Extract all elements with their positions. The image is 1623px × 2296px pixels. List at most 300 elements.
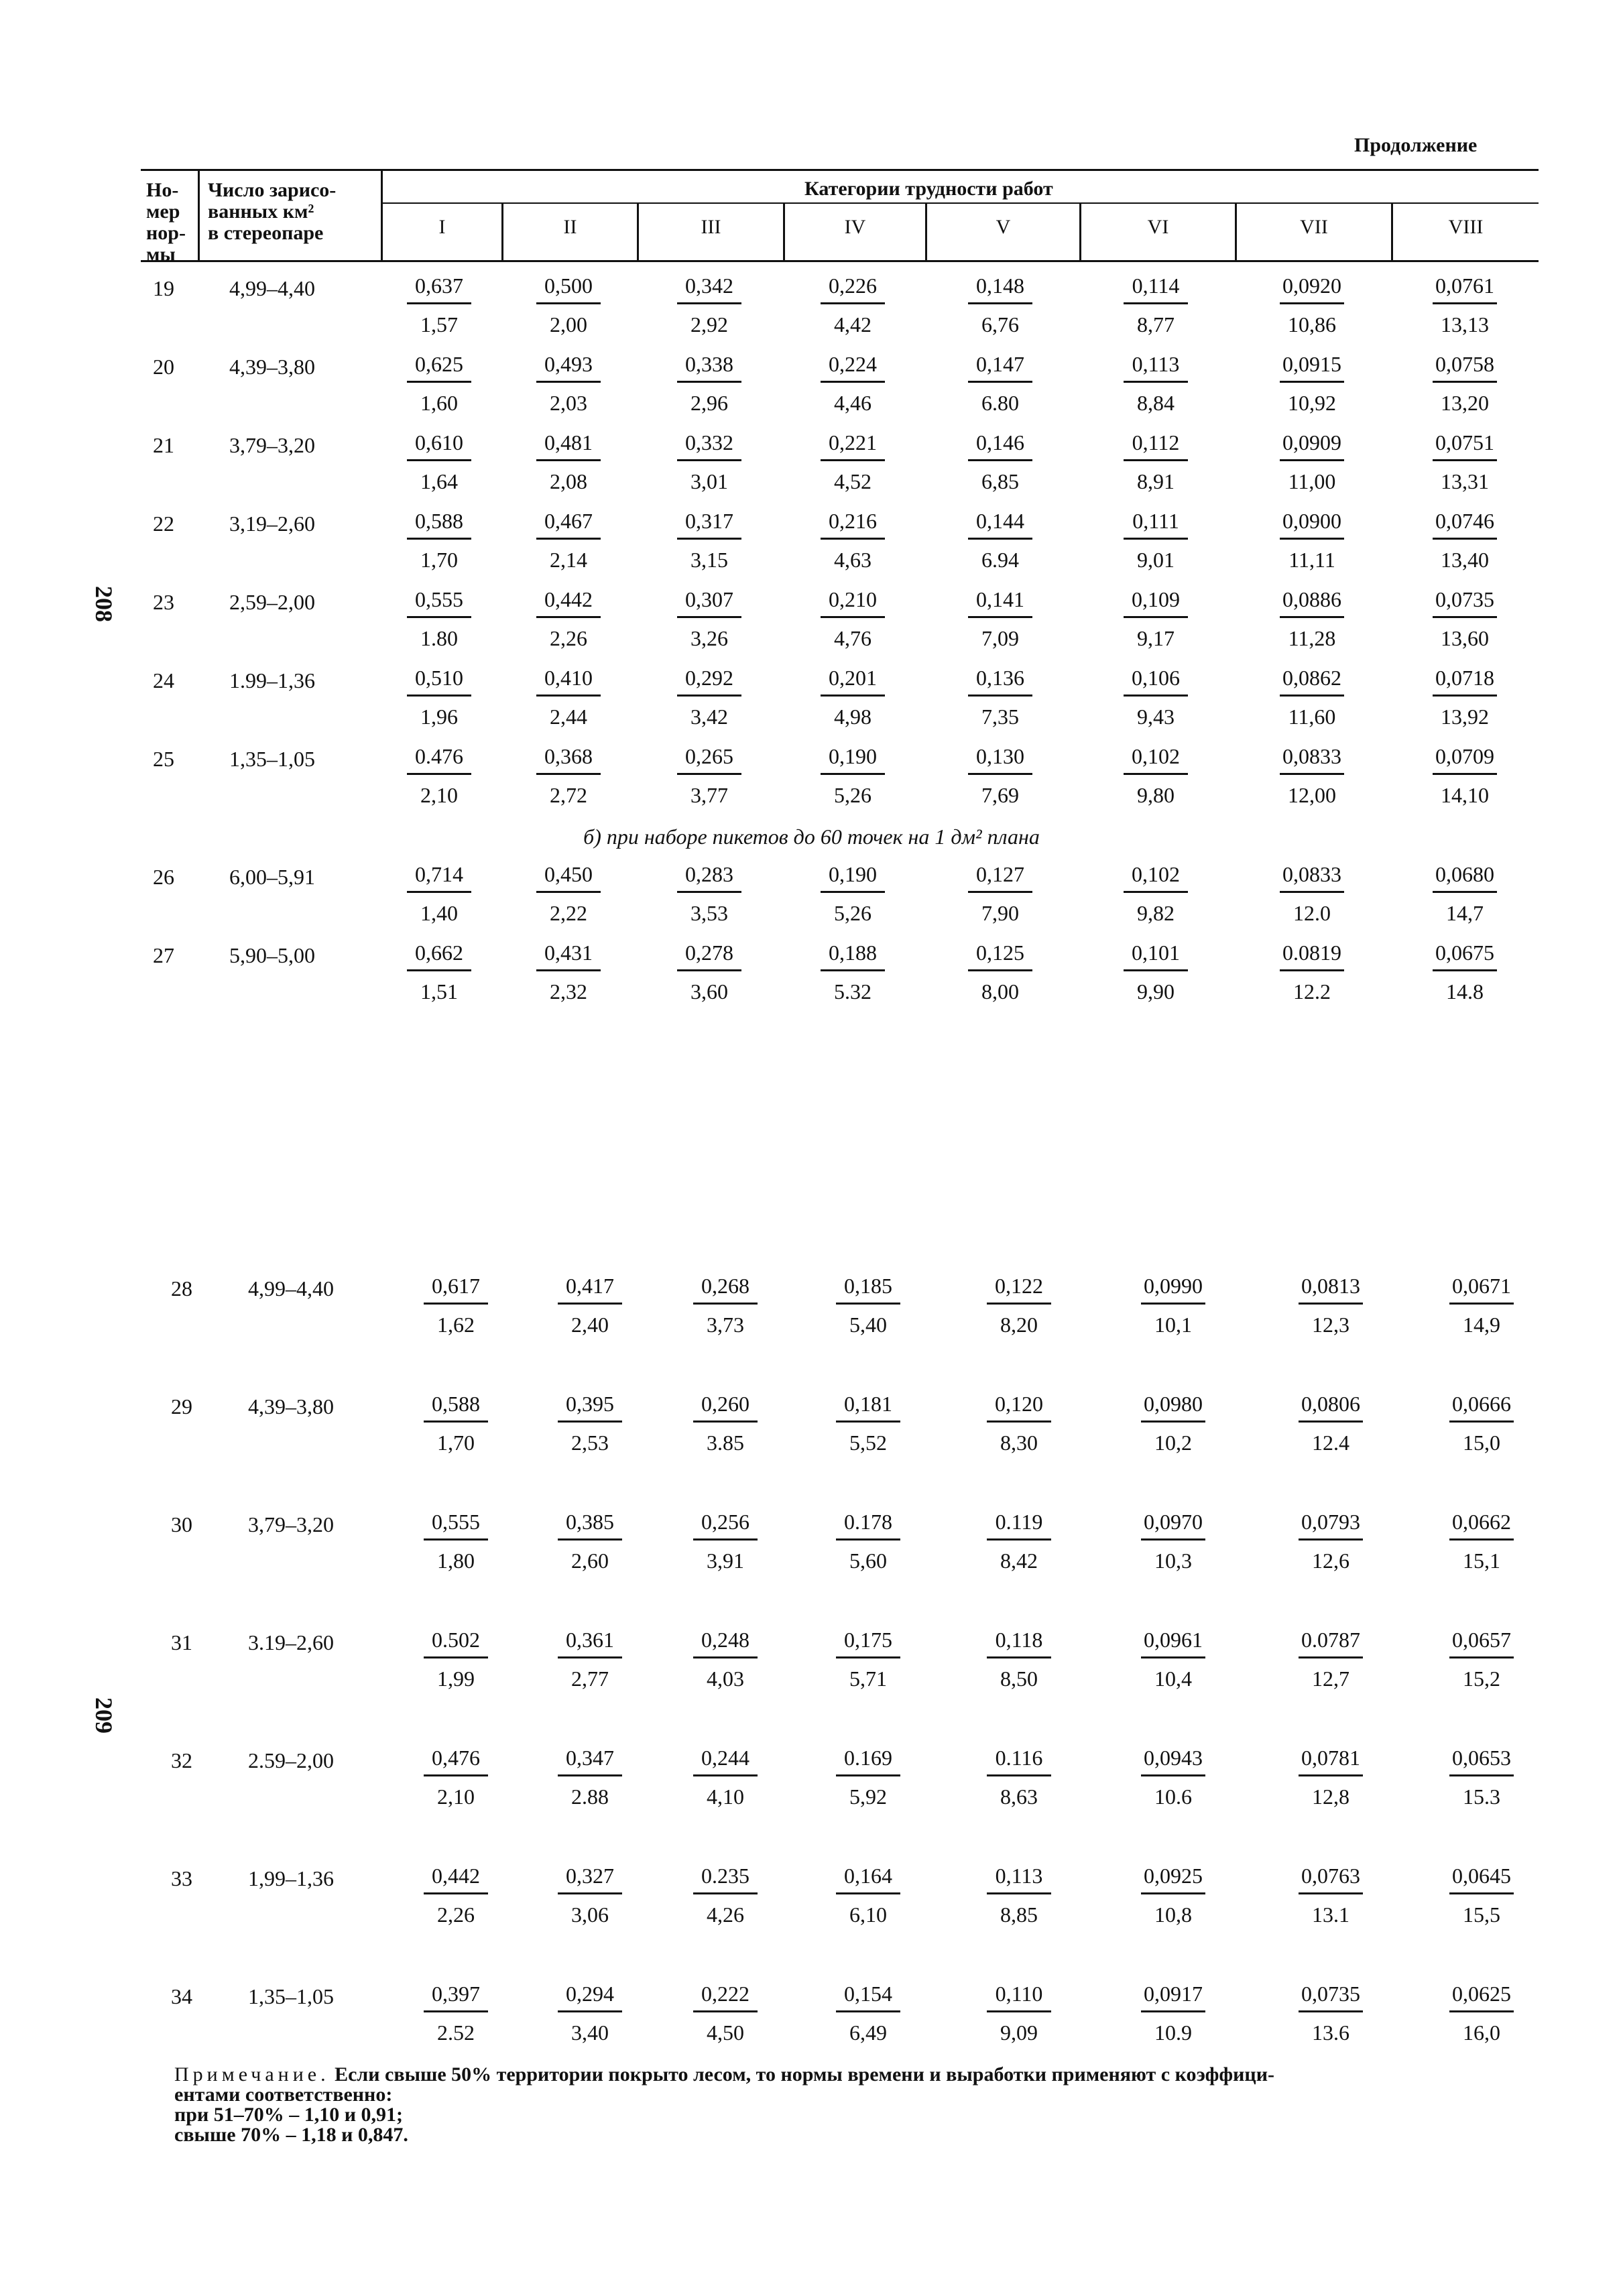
value-cell [1112,666,1199,729]
time-norm-value: 0,190 [829,744,877,768]
output-norm-value: 2,53 [571,1431,609,1455]
value-cell [1287,1510,1374,1573]
value-cell [412,1982,499,2045]
value-cell [825,1864,912,1927]
value-cell [682,1746,769,1809]
time-norm-value: 0,147 [976,352,1024,376]
output-norm-value: 8,84 [1137,391,1175,415]
value-cell [1421,862,1508,926]
value-cell [1130,1510,1217,1573]
value-cell [525,352,612,416]
time-norm-value: 0,136 [976,666,1024,690]
output-norm-value: 16,0 [1463,2020,1500,2045]
time-norm-value: 0,0746 [1435,509,1494,533]
output-norm-value: 2,32 [550,979,587,1004]
time-norm-value: 0,268 [701,1274,749,1298]
value-cell [957,430,1044,494]
value-cell [666,666,753,729]
output-norm-value: 14.8 [1446,979,1484,1004]
output-norm-value: 2,08 [550,469,587,493]
value-cell [1130,1274,1217,1337]
output-norm-value: 6,85 [981,469,1019,493]
value-cell [1112,509,1199,572]
value-cell [1112,430,1199,494]
output-norm-value: 14,9 [1463,1313,1500,1337]
output-norm-value: 8,77 [1137,312,1175,337]
value-cell [975,1274,1063,1337]
output-norm-value: 5,40 [849,1313,887,1337]
time-norm-value: 0,0980 [1144,1392,1203,1416]
output-norm-value: 7,69 [981,783,1019,807]
output-norm-value: 12,7 [1312,1667,1349,1691]
output-norm-value: 15.3 [1463,1785,1500,1809]
value-cell [1421,509,1508,572]
output-norm-value: 12,8 [1312,1785,1349,1809]
time-norm-value: 0,0920 [1282,274,1341,298]
output-norm-value: 11,11 [1288,548,1335,572]
value-cell [809,352,896,416]
time-norm-value: 0,113 [995,1864,1043,1888]
output-norm-value: 1,99 [437,1667,475,1691]
col-number-header: Но- мер нор- мы [146,179,186,265]
value-cell [957,587,1044,651]
output-norm-value: 2,44 [550,705,587,729]
time-norm-value: 0,368 [544,744,593,768]
time-norm-value: 0,0653 [1452,1746,1511,1770]
value-cell [1287,1746,1374,1809]
value-cell [682,1392,769,1455]
time-norm-value: 0,265 [685,744,733,768]
value-cell [809,587,896,651]
value-cell [1438,1628,1525,1691]
time-norm-value: 0,0680 [1435,862,1494,886]
value-cell [1421,941,1508,1004]
output-norm-value: 12,00 [1288,783,1336,807]
value-cell [809,862,896,926]
time-norm-value: 0,714 [415,862,463,886]
output-norm-value: 4,26 [707,1902,744,1927]
row-number: 30 [171,1512,192,1536]
row-number: 29 [171,1394,192,1418]
output-norm-value: 13.6 [1312,2020,1349,2045]
output-norm-value: 2,40 [571,1313,609,1337]
output-norm-value: 2,92 [690,312,728,337]
output-norm-value: 9,43 [1137,705,1175,729]
value-cell [957,862,1044,926]
output-norm-value: 2.88 [571,1785,609,1809]
time-norm-value: 0,226 [829,274,877,298]
row-number: 34 [171,1984,192,2008]
time-norm-value: 0,0657 [1452,1628,1511,1652]
time-norm-value: 0,106 [1132,666,1180,690]
time-norm-value: 0,278 [685,941,733,965]
output-norm-value: 4,03 [707,1667,744,1691]
output-norm-value: 7,35 [981,705,1019,729]
time-norm-value: 0,332 [685,430,733,455]
output-norm-value: 3,06 [571,1902,609,1927]
note-line: свыше 70% – 1,18 и 0,847. [174,2124,408,2146]
value-cell [525,666,612,729]
time-norm-value: 0,0718 [1435,666,1494,690]
time-norm-value: 0,181 [844,1392,892,1416]
value-cell [396,862,483,926]
time-norm-value: 0,0793 [1301,1510,1360,1534]
time-norm-value: 0,0833 [1282,862,1341,886]
row-range: 3,19–2,60 [229,511,315,536]
output-norm-value: 13,13 [1441,312,1489,337]
value-cell [1421,352,1508,416]
value-cell [1438,1510,1525,1573]
time-norm-value: 0,342 [685,274,733,298]
output-norm-value: 12.4 [1312,1431,1349,1455]
output-norm-value: 10,3 [1154,1549,1192,1573]
page-number: 209 [91,1697,117,1734]
value-cell [396,941,483,1004]
time-norm-value: 0,510 [415,666,463,690]
row-range: 3.19–2,60 [248,1630,334,1654]
value-cell [682,1628,769,1691]
time-norm-value: 0.235 [701,1864,749,1888]
value-cell [666,430,753,494]
time-norm-value: 0.0819 [1282,941,1341,965]
row-number: 33 [171,1866,192,1890]
value-cell [1268,352,1356,416]
output-norm-value: 3,91 [707,1549,744,1573]
time-norm-value: 0,442 [544,587,593,611]
note-line: Если свыше 50% территории покрыто лесом, то нормы времени и выработки применяют с коэффици- [335,2063,1274,2086]
time-norm-value: 0,190 [829,862,877,886]
value-cell [1112,941,1199,1004]
value-cell [1130,1982,1217,2045]
value-cell [396,509,483,572]
time-norm-value: 0,256 [701,1510,749,1534]
value-cell [525,744,612,808]
output-norm-value: 1.80 [420,626,458,650]
output-norm-value: 2,72 [550,783,587,807]
value-cell [809,744,896,808]
value-cell [1268,941,1356,1004]
value-cell [809,509,896,572]
time-norm-value: 0,294 [566,1982,614,2006]
output-norm-value: 6.94 [981,548,1019,572]
time-norm-value: 0,450 [544,862,593,886]
time-norm-value: 0,397 [432,1982,480,2006]
time-norm-value: 0,127 [976,862,1024,886]
output-norm-value: 2,03 [550,391,587,415]
output-norm-value: 1,57 [420,312,458,337]
value-cell [1268,862,1356,926]
row-number: 19 [153,276,174,300]
continuation-label: Продолжение [1354,134,1478,156]
output-norm-value: 4,52 [834,469,871,493]
time-norm-value: 0,114 [1132,274,1180,298]
output-norm-value: 2,96 [690,391,728,415]
value-cell [1130,1746,1217,1809]
row-number: 23 [153,590,174,614]
time-norm-value: 0,347 [566,1746,614,1770]
time-norm-value: 0,113 [1132,352,1180,376]
value-cell [1268,666,1356,729]
output-norm-value: 4,50 [707,2020,744,2045]
header-bottom-rule [141,260,1539,262]
value-cell [525,509,612,572]
row-range: 1.99–1,36 [229,668,315,692]
time-norm-value: 0,144 [976,509,1024,533]
value-cell [1287,1274,1374,1337]
row-range: 4,39–3,80 [248,1394,334,1418]
output-norm-value: 6.80 [981,391,1019,415]
value-cell [1287,1864,1374,1927]
value-cell [546,1628,634,1691]
time-norm-value: 0,0925 [1144,1864,1203,1888]
time-norm-value: 0,637 [415,274,463,298]
subheading-b: б) при наборе пикетов до 60 точек на 1 дм² плана [583,825,1040,849]
row-range: 4,99–4,40 [248,1276,334,1301]
time-norm-value: 0,0751 [1435,430,1494,455]
time-norm-value: 0,442 [432,1864,480,1888]
output-norm-value: 3,26 [690,626,728,650]
footnote [174,2065,1528,2145]
output-norm-value: 8,20 [1000,1313,1038,1337]
output-norm-value: 1,51 [420,979,458,1004]
time-norm-value: 0,617 [432,1274,480,1298]
time-norm-value: 0,476 [432,1746,480,1770]
value-cell [666,941,753,1004]
time-norm-value: 0,0781 [1301,1746,1360,1770]
output-norm-value: 5,92 [849,1785,887,1809]
time-norm-value: 0,361 [566,1628,614,1652]
output-norm-value: 4,46 [834,391,871,415]
row-range: 1,35–1,05 [248,1984,334,2008]
output-norm-value: 5,26 [834,783,871,807]
time-norm-value: 0,410 [544,666,593,690]
time-norm-value: 0,0735 [1435,587,1494,611]
value-cell [809,666,896,729]
col-count-header: Число зарисо- ванных км² в стереопаре [208,179,337,244]
output-norm-value: 1,60 [420,391,458,415]
time-norm-value: 0,130 [976,744,1024,768]
time-norm-value: 0,0813 [1301,1274,1360,1298]
output-norm-value: 8,63 [1000,1785,1038,1809]
value-cell [1287,1982,1374,2045]
time-norm-value: 0,224 [829,352,877,376]
value-cell [546,1510,634,1573]
time-norm-value: 0,110 [995,1982,1043,2006]
row-number: 28 [171,1276,192,1301]
time-norm-value: 0,175 [844,1628,892,1652]
output-norm-value: 5,26 [834,901,871,925]
value-cell [396,352,483,416]
output-norm-value: 11,60 [1288,705,1336,729]
output-norm-value: 2,26 [437,1902,475,1927]
output-norm-value: 1,70 [420,548,458,572]
time-norm-value: 0,248 [701,1628,749,1652]
time-norm-value: 0,125 [976,941,1024,965]
category-header: VII [1300,216,1328,238]
output-norm-value: 8,00 [981,979,1019,1004]
value-cell [809,430,896,494]
time-norm-value: 0.116 [995,1746,1043,1770]
time-norm-value: 0,431 [544,941,593,965]
time-norm-value: 0.169 [844,1746,892,1770]
output-norm-value: 3,40 [571,2020,609,2045]
value-cell [975,1982,1063,2045]
page-number: 208 [91,586,117,622]
value-cell [666,587,753,651]
value-cell [666,744,753,808]
note-label: Примечание. [174,2063,330,2086]
output-norm-value: 11,28 [1288,626,1336,650]
output-norm-value: 2,14 [550,548,587,572]
value-cell [396,744,483,808]
value-cell [396,430,483,494]
value-cell [957,509,1044,572]
category-header: VI [1147,216,1169,238]
output-norm-value: 4,42 [834,312,871,337]
output-norm-value: 3,53 [690,901,728,925]
output-norm-value: 10.9 [1154,2020,1192,2045]
row-number: 20 [153,355,174,379]
value-cell [975,1746,1063,1809]
row-number: 22 [153,511,174,536]
value-cell [666,862,753,926]
time-norm-value: 0,244 [701,1746,749,1770]
output-norm-value: 1,64 [420,469,458,493]
row-number: 32 [171,1748,192,1772]
value-cell [1268,430,1356,494]
time-norm-value: 0,0763 [1301,1864,1360,1888]
time-norm-value: 0,0761 [1435,274,1494,298]
output-norm-value: 12.0 [1293,901,1331,925]
value-cell [1438,1392,1525,1455]
time-norm-value: 0,109 [1132,587,1180,611]
value-cell [975,1392,1063,1455]
value-cell [412,1510,499,1573]
time-norm-value: 0,102 [1132,862,1180,886]
output-norm-value: 3,42 [690,705,728,729]
time-norm-value: 0,0625 [1452,1982,1511,2006]
value-cell [546,1982,634,2045]
output-norm-value: 5,52 [849,1431,887,1455]
output-norm-value: 15,5 [1463,1902,1500,1927]
output-norm-value: 13,20 [1441,391,1489,415]
output-norm-value: 8,50 [1000,1667,1038,1691]
value-cell [825,1628,912,1691]
value-cell [1421,666,1508,729]
value-cell [1268,274,1356,337]
value-cell [1130,1864,1217,1927]
time-norm-value: 0,588 [432,1392,480,1416]
time-norm-value: 0,0900 [1282,509,1341,533]
value-cell [957,666,1044,729]
output-norm-value: 9,90 [1137,979,1175,1004]
category-header: I [438,216,446,238]
row-range: 5,90–5,00 [229,943,315,967]
time-norm-value: 0,216 [829,509,877,533]
value-cell [412,1628,499,1691]
time-norm-value: 0,417 [566,1274,614,1298]
time-norm-value: 0,0862 [1282,666,1341,690]
output-norm-value: 10,1 [1154,1313,1192,1337]
value-cell [1421,587,1508,651]
time-norm-value: 0,0990 [1144,1274,1203,1298]
output-norm-value: 9,80 [1137,783,1175,807]
time-norm-value: 0,0961 [1144,1628,1203,1652]
time-norm-value: 0,102 [1132,744,1180,768]
time-norm-value: 0,467 [544,509,593,533]
value-cell [825,1746,912,1809]
value-cell [957,941,1044,1004]
value-cell [825,1510,912,1573]
value-cell [1287,1392,1374,1455]
value-cell [1130,1392,1217,1455]
output-norm-value: 1,40 [420,901,458,925]
time-norm-value: 0,0666 [1452,1392,1511,1416]
time-norm-value: 0,118 [995,1628,1043,1652]
output-norm-value: 5.32 [834,979,871,1004]
output-norm-value: 12,3 [1312,1313,1349,1337]
value-cell [1112,352,1199,416]
output-norm-value: 7,90 [981,901,1019,925]
time-norm-value: 0,283 [685,862,733,886]
value-cell [1130,1628,1217,1691]
output-norm-value: 11,00 [1288,469,1336,493]
time-norm-value: 0,188 [829,941,877,965]
value-cell [525,941,612,1004]
output-norm-value: 2,00 [550,312,587,337]
time-norm-value: 0.0787 [1301,1628,1360,1652]
time-norm-value: 0,185 [844,1274,892,1298]
time-norm-value: 0,481 [544,430,593,455]
value-cell [1112,274,1199,337]
time-norm-value: 0,146 [976,430,1024,455]
value-cell [1112,587,1199,651]
time-norm-value: 0,0806 [1301,1392,1360,1416]
output-norm-value: 4,98 [834,705,871,729]
time-norm-value: 0,292 [685,666,733,690]
value-cell [682,1864,769,1927]
header-top-rule [141,169,1539,171]
time-norm-value: 0,260 [701,1392,749,1416]
value-cell [825,1274,912,1337]
value-cell [1287,1628,1374,1691]
categories-rule [381,202,1539,204]
time-norm-value: 0,0735 [1301,1982,1360,2006]
output-norm-value: 2,60 [571,1549,609,1573]
time-norm-value: 0,610 [415,430,463,455]
output-norm-value: 13,92 [1441,705,1489,729]
value-cell [546,1274,634,1337]
time-norm-value: 0,111 [1132,509,1179,533]
value-cell [1268,587,1356,651]
output-norm-value: 2,10 [437,1785,475,1809]
output-norm-value: 5,60 [849,1549,887,1573]
time-norm-value: 0,154 [844,1982,892,2006]
time-norm-value: 0,0671 [1452,1274,1511,1298]
value-cell [682,1982,769,2045]
value-cell [1438,1274,1525,1337]
value-cell [957,352,1044,416]
category-header: V [996,216,1011,238]
time-norm-value: 0,122 [995,1274,1043,1298]
value-cell [1438,1864,1525,1927]
output-norm-value: 6,49 [849,2020,887,2045]
output-norm-value: 8,42 [1000,1549,1038,1573]
row-range: 1,35–1,05 [229,747,315,771]
value-cell [825,1392,912,1455]
value-cell [666,509,753,572]
value-cell [412,1746,499,1809]
